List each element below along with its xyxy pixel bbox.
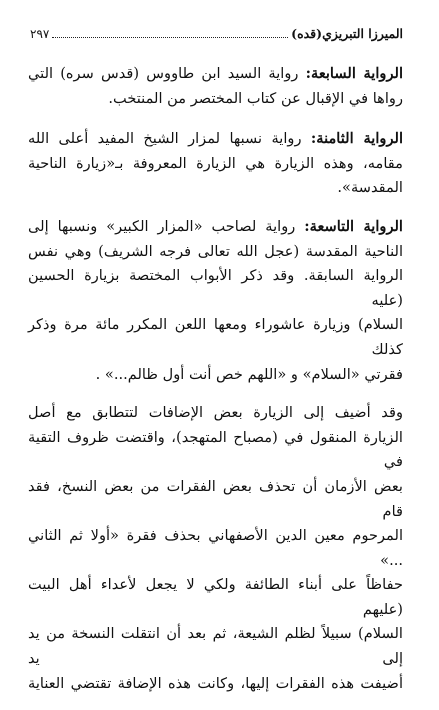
text-line [28, 215, 403, 240]
line-text: السلام) سبيلاً لظلم الشيعة، ثم بعد أن انتقلت النسخة من يد إلى يد [28, 625, 403, 668]
line-text: الناحية المقدسة (عجل الله تعالى فرجه الشريف) وهي نفس [28, 242, 403, 260]
line-text: رواية لصاحب «المزار الكبير» ونسبها إلى [28, 217, 296, 235]
text-line [28, 240, 403, 265]
paragraph-narration-8 [28, 127, 403, 201]
page-number: ٢٩٧ [30, 27, 50, 41]
text-line [28, 363, 403, 388]
text-line [28, 426, 403, 475]
text-line [28, 62, 403, 87]
line-text: الزيارة المنقول في (مصباح المتهجد)، واقتضت ظروف التقية في [28, 428, 403, 471]
text-line [28, 573, 403, 622]
text-line [28, 475, 403, 524]
text-line [28, 87, 403, 112]
paragraph-lead: الرواية التاسعة: [304, 217, 403, 235]
paragraph-narration-9 [28, 215, 403, 387]
text-line [28, 672, 403, 697]
paragraph-narration-7 [28, 62, 403, 111]
paragraph-lead: الرواية الثامنة: [310, 130, 403, 148]
paragraph-additions [28, 401, 403, 696]
text-line [28, 127, 403, 152]
text-line [28, 401, 403, 426]
text-line [28, 622, 403, 671]
text-line [28, 264, 403, 313]
line-text: رواها في الإقبال عن كتاب المختصر من المنتخب. [108, 89, 403, 107]
line-text: مقامه، وهذه الزيارة هي الزيارة المعروفة بـ«زيارة الناحية [28, 154, 403, 172]
text-line [28, 313, 403, 362]
line-text: أضيفت هذه الفقرات إليها، وكانت هذه الإضافة تقتضي العناية [28, 674, 403, 692]
text-line [28, 524, 403, 573]
line-text: السلام) وزيارة عاشوراء ومعها اللعن المكرر مائة مرة وذكر كذلك [28, 316, 403, 358]
running-title: الميرزا التبريزي(قده) [291, 26, 403, 41]
line-text: بعض الأزمان أن تحذف بعض الفقرات من بعض النسخ، فقد قام [28, 477, 403, 520]
line-text: رواية السيد ابن طاووس (قدس سره) التي [28, 65, 299, 82]
running-header [30, 26, 403, 42]
line-text: الرواية السابقة. وقد ذكر الأبواب المختصة بزيارة الحسين (عليه [28, 267, 403, 309]
text-line [28, 152, 403, 177]
body-text [28, 62, 403, 710]
text-line [28, 176, 403, 201]
header-leader-dots [52, 37, 288, 38]
line-text: رواية نسبها لمزار الشيخ المفيد أعلى الله [28, 130, 302, 148]
line-text: وقد أضيف إلى الزيارة بعض الإضافات لتتطابق مع أصل [28, 404, 403, 422]
line-text: فقرتي «السلام» و «اللهم خص أنت أول ظالم...» . [95, 365, 403, 383]
paragraph-lead: الرواية السابعة: [305, 65, 404, 82]
line-text: حفاظاً على أبناء الطائفة ولكي لا يجعل لأعداء أهل البيت (عليهم [28, 576, 403, 618]
line-text: المقدسة». [337, 179, 403, 197]
line-text: المرحوم معين الدين الأصفهاني بحذف فقرة «أولا ثم الثاني ...» [28, 527, 403, 569]
